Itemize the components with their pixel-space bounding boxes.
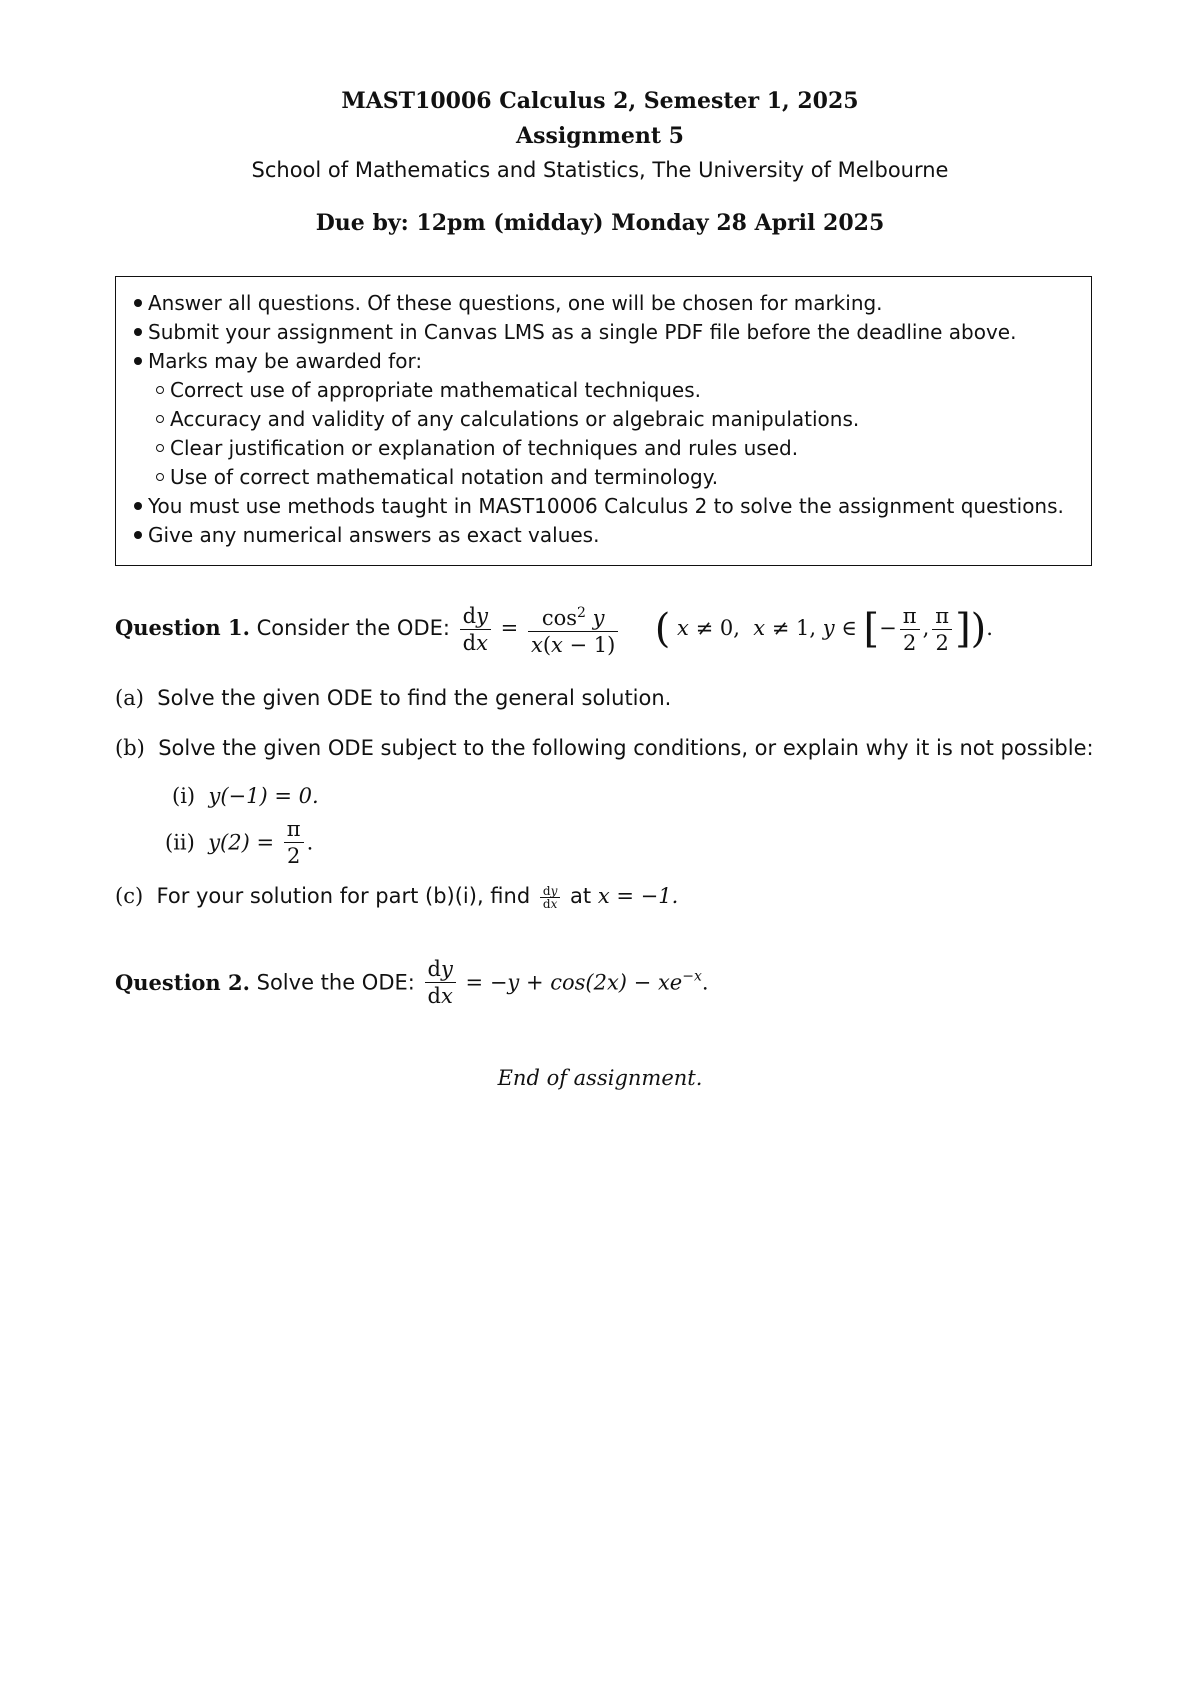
- small-derivative-fraction: $\frac{dy}{dx}$: [540, 885, 560, 910]
- question-1-intro: Consider the ODE:: [256, 616, 450, 640]
- derivative-fraction: $\frac{dy}{dx}$: [425, 956, 456, 1009]
- circle-bullet-icon: [156, 386, 164, 394]
- question-1b: (b) Solve the given ODE subject to the following conditions, or explain why it is not possible:: [115, 736, 1094, 760]
- question-1-label: Question 1.: [115, 615, 250, 640]
- bullet-icon: [134, 531, 142, 539]
- course-title: MAST10006 Calculus 2, Semester 1, 2025: [341, 88, 859, 114]
- pi-over-2-fraction: $\frac{\pi}{2}$: [932, 603, 952, 656]
- pi-over-2-fraction: $\frac{\pi}{2}$: [900, 603, 920, 656]
- instruction-item: Marks may be awarded for:: [134, 349, 422, 373]
- ode-rhs-fraction: $\frac{\cos^2 y}{x(x - 1)}$: [528, 600, 618, 658]
- instruction-subitem: Correct use of appropriate mathematical techniques.: [156, 378, 701, 402]
- instruction-item: Give any numerical answers as exact values.: [134, 523, 599, 547]
- bullet-icon: [134, 357, 142, 365]
- instruction-subitem: Accuracy and validity of any calculations or algebraic manipulations.: [156, 407, 859, 431]
- question-2: Question 2. Solve the ODE: $\frac{dy}{dx}$ = $-y + \cos(2x) - xe^{-x}$.: [115, 957, 709, 1008]
- question-1a: (a) Solve the given ODE to find the general solution.: [115, 686, 672, 710]
- question-1-header: Question 1. Consider the ODE: $\frac{dy}{dx}$ = $\frac{\cos^2 y}{x(x - 1)}$ ( x ≠ 0, x ≠ 1, y ∈ [− $\frac{\pi}{2}$ , $\frac{\pi}{2}$ ]).: [115, 600, 993, 658]
- due-date: Due by: 12pm (midday) Monday 28 April 2025: [315, 210, 885, 236]
- instruction-item: Answer all questions. Of these questions, one will be chosen for marking.: [134, 291, 883, 315]
- assignment-title: Assignment 5: [516, 123, 684, 149]
- circle-bullet-icon: [156, 415, 164, 423]
- instructions-box: [115, 276, 1092, 566]
- question-2-label: Question 2.: [115, 970, 250, 995]
- bullet-icon: [134, 502, 142, 510]
- circle-bullet-icon: [156, 444, 164, 452]
- pi-over-2-fraction: $\frac{\pi}{2}$: [284, 816, 304, 869]
- instruction-subitem: Clear justification or explanation of techniques and rules used.: [156, 436, 798, 460]
- derivative-fraction: $\frac{dy}{dx}$: [460, 603, 491, 656]
- instruction-item: Submit your assignment in Canvas LMS as a single PDF file before the deadline above.: [134, 320, 1016, 344]
- question-1c: (c) For your solution for part (b)(i), find $\frac{dy}{dx}$ at x = −1.: [115, 883, 679, 911]
- circle-bullet-icon: [156, 473, 164, 481]
- question-1b-i: (i) y(−1) = 0.: [172, 784, 319, 808]
- instruction-item: You must use methods taught in MAST10006 Calculus 2 to solve the assignment questions.: [134, 494, 1064, 518]
- question-2-intro: Solve the ODE:: [256, 970, 415, 995]
- end-note: End of assignment.: [497, 1066, 703, 1090]
- bullet-icon: [134, 299, 142, 307]
- school-line: School of Mathematics and Statistics, The University of Melbourne: [251, 158, 949, 182]
- bullet-icon: [134, 328, 142, 336]
- question-1b-ii: (ii) y(2) = $\frac{\pi}{2}$ .: [165, 817, 314, 868]
- instruction-subitem: Use of correct mathematical notation and terminology.: [156, 465, 718, 489]
